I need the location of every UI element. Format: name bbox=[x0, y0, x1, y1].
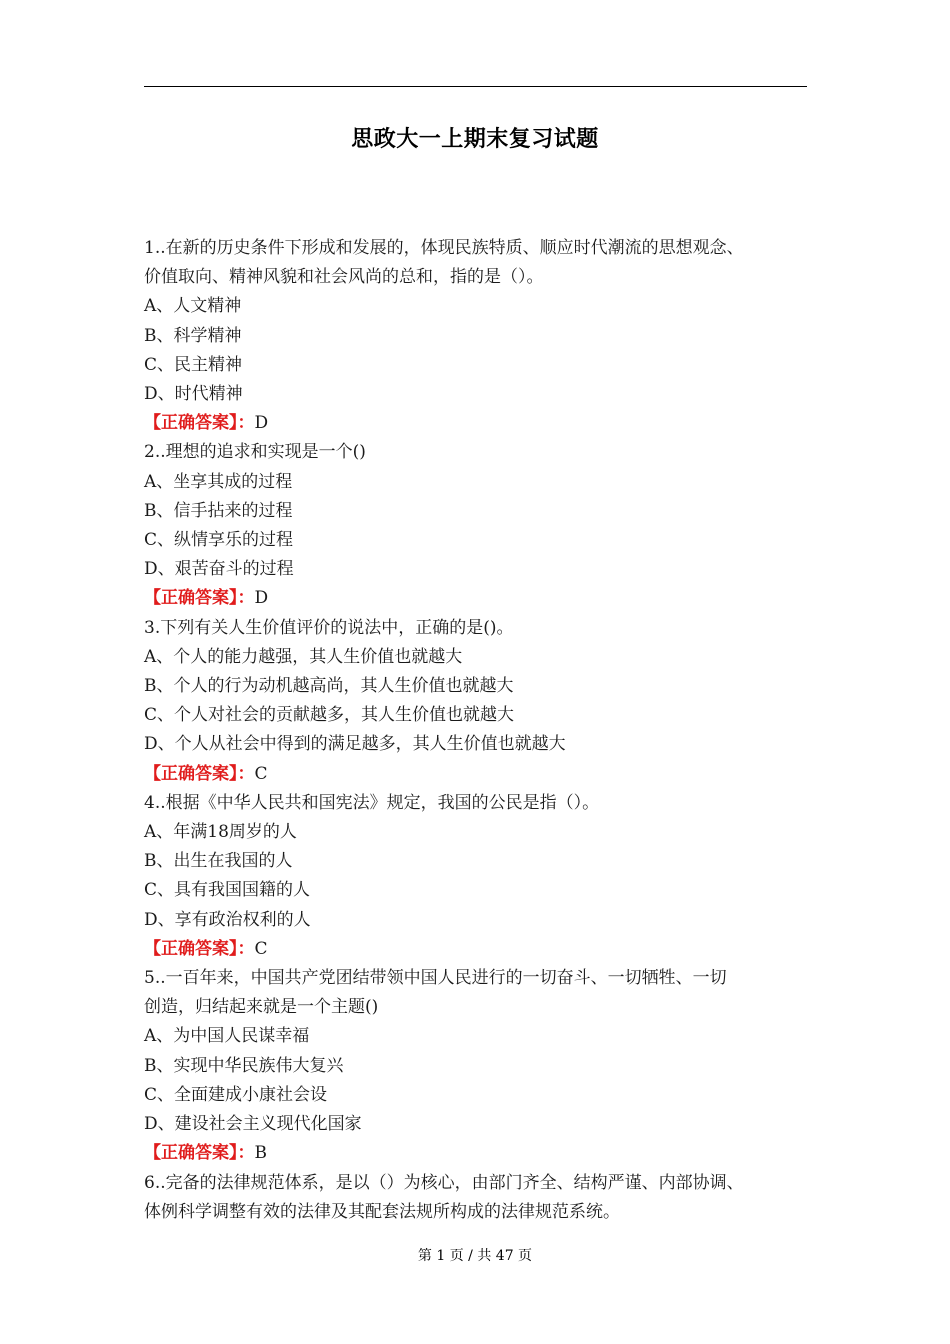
page-title: 思政大一上期末复习试题 bbox=[351, 127, 599, 152]
question-block bbox=[144, 964, 814, 1168]
correct-answer-value: C bbox=[254, 763, 268, 784]
question-text: 6..完备的法律规范体系，是以（）为核心，由部门齐全、结构严谨、内部协调、 bbox=[144, 1172, 744, 1193]
answer-option: A、坐享其成的过程 bbox=[144, 471, 293, 492]
question-text: 创造，归结起来就是一个主题() bbox=[144, 997, 379, 1018]
question-text: 价值取向、精神风貌和社会风尚的总和，指的是（）。 bbox=[144, 267, 544, 288]
question-block bbox=[144, 234, 814, 438]
answer-option: B、科学精神 bbox=[144, 325, 242, 346]
correct-answer bbox=[144, 409, 814, 438]
answer-option: C、个人对社会的贡献越多，其人生价值也就越大 bbox=[144, 705, 515, 726]
answer-option: D、建设社会主义现代化国家 bbox=[144, 1114, 362, 1135]
answer-option: C、具有我国国籍的人 bbox=[144, 880, 311, 901]
answer-option: D、个人从社会中得到的满足越多，其人生价值也就越大 bbox=[144, 734, 566, 755]
question-text: 4..根据《中华人民共和国宪法》规定，我国的公民是指（）。 bbox=[144, 792, 600, 813]
answer-option: B、个人的行为动机越高尚，其人生价值也就越大 bbox=[144, 676, 514, 697]
question-list bbox=[144, 234, 814, 1227]
correct-answer-value: C bbox=[254, 938, 268, 959]
correct-answer-label: 【正确答案】： bbox=[144, 413, 255, 434]
correct-answer-label: 【正确答案】： bbox=[144, 763, 255, 784]
answer-option: A、人文精神 bbox=[144, 296, 242, 317]
question-text: 3.下列有关人生价值评价的说法中，正确的是()。 bbox=[144, 617, 514, 638]
page-footer: 第 1 页 / 共 47 页 bbox=[417, 1248, 533, 1264]
correct-answer bbox=[144, 760, 814, 789]
correct-answer-value: B bbox=[254, 1143, 267, 1164]
question-text: 1..在新的历史条件下形成和发展的，体现民族特质、顺应时代潮流的思想观念、 bbox=[144, 238, 744, 258]
answer-option: A、为中国人民谋幸福 bbox=[144, 1026, 310, 1047]
correct-answer bbox=[144, 935, 814, 964]
question-block bbox=[144, 614, 814, 789]
answer-option: D、享有政治权利的人 bbox=[144, 909, 311, 930]
answer-option: D、时代精神 bbox=[144, 384, 243, 405]
answer-option: B、信手拈来的过程 bbox=[144, 500, 293, 521]
question-block bbox=[144, 1169, 814, 1227]
answer-option: C、全面建成小康社会设 bbox=[144, 1084, 328, 1105]
correct-answer-label: 【正确答案】： bbox=[144, 1143, 255, 1164]
question-block bbox=[144, 438, 814, 613]
answer-option: A、个人的能力越强，其人生价值也就越大 bbox=[144, 646, 463, 667]
correct-answer-label: 【正确答案】： bbox=[144, 938, 255, 959]
correct-answer bbox=[144, 584, 814, 613]
answer-option: B、实现中华民族伟大复兴 bbox=[144, 1055, 344, 1076]
correct-answer-label: 【正确答案】： bbox=[144, 588, 255, 609]
question-text: 体例科学调整有效的法律及其配套法规所构成的法律规范系统。 bbox=[144, 1201, 620, 1222]
correct-answer-value: D bbox=[254, 588, 269, 609]
correct-answer bbox=[144, 1139, 814, 1168]
answer-option: C、纵情享乐的过程 bbox=[144, 530, 294, 551]
answer-option: B、出生在我国的人 bbox=[144, 851, 293, 872]
header-rule bbox=[144, 86, 807, 87]
answer-option: A、年满18周岁的人 bbox=[144, 822, 297, 843]
answer-option: D、艰苦奋斗的过程 bbox=[144, 559, 294, 580]
question-text: 2..理想的追求和实现是一个() bbox=[144, 442, 366, 463]
question-text: 5..一百年来，中国共产党团结带领中国人民进行的一切奋斗、一切牺牲、一切 bbox=[144, 968, 727, 989]
answer-option: C、民主精神 bbox=[144, 354, 243, 375]
question-block bbox=[144, 789, 814, 964]
correct-answer-value: D bbox=[254, 413, 269, 434]
